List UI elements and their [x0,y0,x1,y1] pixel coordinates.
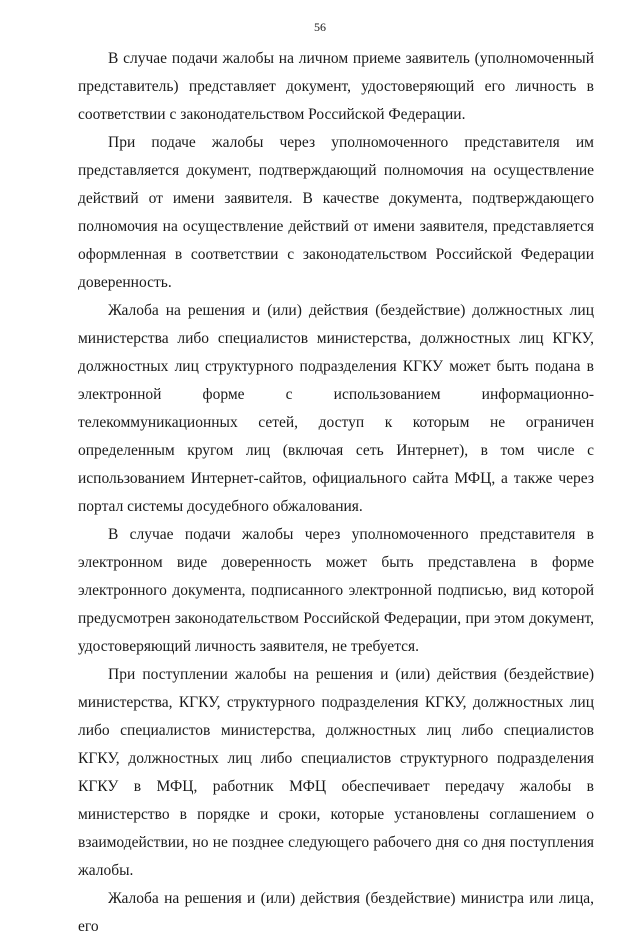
paragraph-mfc-transfer: При поступлении жалобы на решения и (или) действия (бездействие) министерства, КГКУ, структурного подразделения КГКУ, должностных лиц либо специалистов министерства, должностных лиц либо специалистов КГКУ, должностных лиц либо специалистов структурного подразделения КГКУ в МФЦ, работник МФЦ обеспечивает передачу жалобы в министерство в порядке и сроки, которые установлены соглашением о взаимодействии, но не позднее следующего рабочего дня со дня поступления жалобы. [78,666,594,879]
paragraph-electronic-power-of-attorney: В случае подачи жалобы через уполномоченного представителя в электронном виде доверенность может быть представлена в форме электронного документа, подписанного электронной подписью, вид которой предусмотрен законодательством Российской Федерации, при этом документ, удостоверяющий личность заявителя, не требуется. [78,526,594,655]
page-number: 56 [314,20,326,34]
paragraph-personal-reception: В случае подачи жалобы на личном приеме заявитель (уполномоченный представитель) представляет документ, удостоверяющий его личность в соответствии с законодательством Российской Федерации. [78,50,594,123]
paragraph-complaint-minister: Жалоба на решения и (или) действия (бездействие) министра или лица, его [78,890,594,935]
paragraph-authorized-representative: При подаче жалобы через уполномоченного представителя им представляется документ, подтверждающий полномочия на осуществление действий от имени заявителя. В качестве документа, подтверждающего полномочия на осуществление действий от имени заявителя, представляется оформленная в соответствии с законодательством Российской Федерации доверенность. [78,134,594,291]
paragraph-electronic-submission: Жалоба на решения и (или) действия (бездействие) должностных лиц министерства либо специалистов министерства, должностных лиц КГКУ, должностных лиц структурного подразделения КГКУ может быть подана в электронной форме с использованием информационно-телекоммуникационных сетей, доступ к которым не ограничен определенным кругом лиц (включая сеть Интернет), в том числе с использованием Интернет-сайтов, официального сайта МФЦ, а также через портал системы досудебного обжалования. [78,302,594,515]
document-body [78,45,594,941]
